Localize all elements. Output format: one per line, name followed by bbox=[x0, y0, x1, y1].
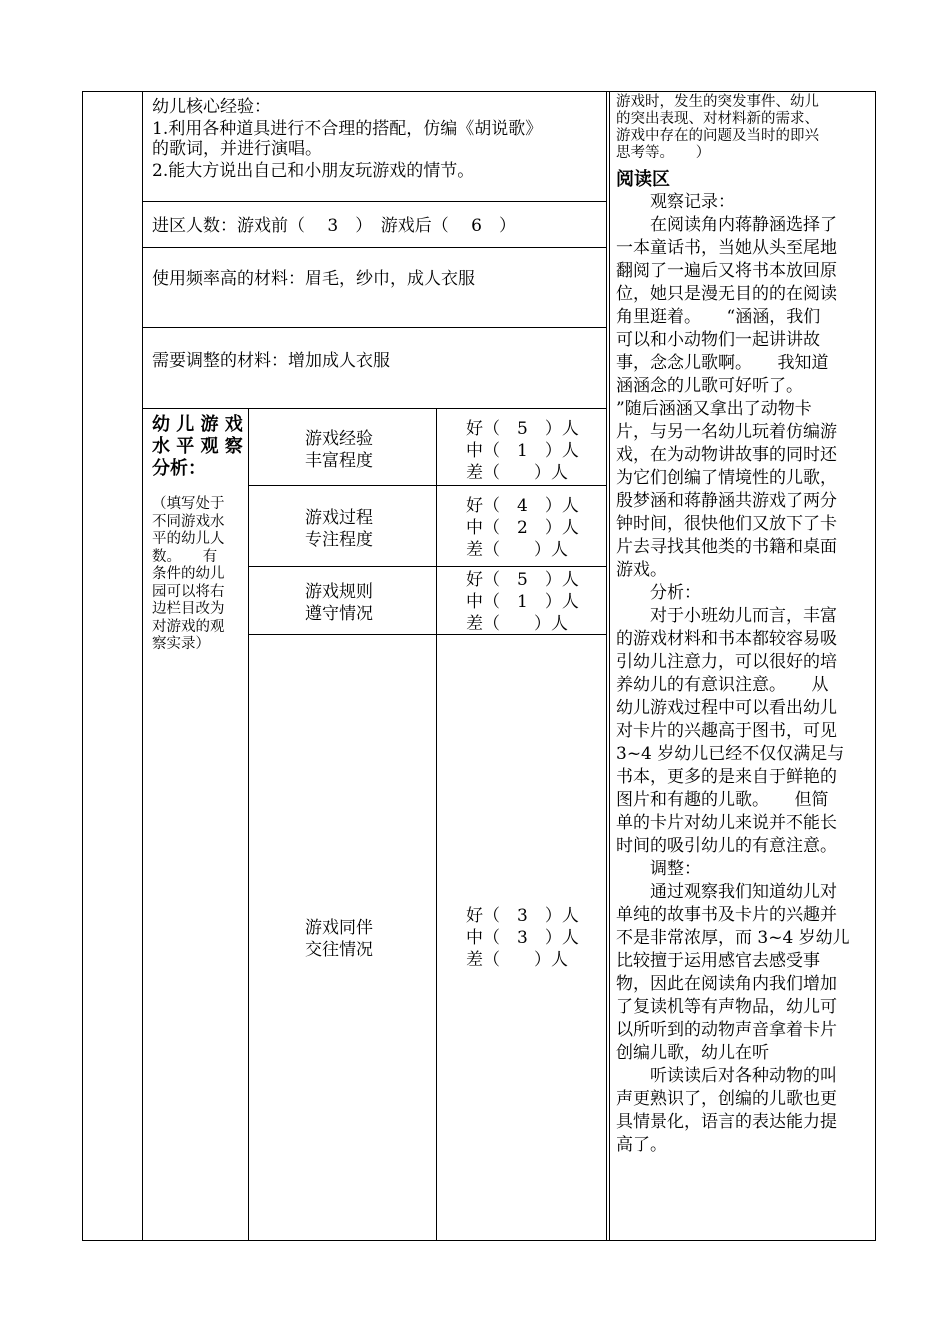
observation-text bbox=[616, 191, 870, 1157]
column-divider bbox=[248, 408, 249, 1240]
intro-line: 游戏时，发生的突发事件、幼儿 bbox=[616, 94, 819, 110]
intro-line: 的突出表现、对材料新的需求、 bbox=[616, 111, 819, 127]
table-column-divider bbox=[142, 91, 143, 1241]
observation-text-line: 角里逛着。 “涵涵，我们 bbox=[616, 307, 821, 327]
observation-text-line: 事，念念儿歌啊。 我知道 bbox=[616, 353, 829, 373]
row-divider bbox=[142, 201, 607, 202]
observation-text-line: 具情景化，语言的表达能力提 bbox=[616, 1112, 837, 1132]
item-rating bbox=[466, 905, 579, 971]
observation-text-line: 位，她只是漫无目的的在阅读 bbox=[616, 284, 837, 304]
observation-text-line: 观察记录： bbox=[616, 192, 735, 212]
analysis-note-line: 园可以将右 bbox=[152, 583, 225, 600]
rating-poor: 差（ ）人 bbox=[466, 614, 568, 634]
table-column-divider bbox=[606, 91, 607, 1241]
row-divider bbox=[142, 247, 607, 248]
rating-poor: 差（ ）人 bbox=[466, 950, 568, 970]
rating-medium: 中（ 1 ）人 bbox=[466, 441, 579, 461]
core-experience-line: 的歌词，并进行演唱。 bbox=[152, 139, 322, 159]
intro-line: 游戏中存在的问题及当时的即兴 bbox=[616, 128, 819, 144]
analysis-title-line: 水 平 观 察 bbox=[152, 436, 243, 457]
observation-text-line: 了复读机等有声物品，幼儿可 bbox=[616, 997, 837, 1017]
observation-text-line: 时间的吸引幼儿的有意注意。 bbox=[616, 836, 837, 856]
observation-text-line: ”随后涵涵又拿出了动物卡 bbox=[616, 399, 812, 419]
rating-poor: 差（ ）人 bbox=[466, 540, 568, 560]
frequent-materials: 使用频率高的材料：眉毛，纱巾，成人衣服 bbox=[152, 269, 475, 289]
observation-text-line: 游戏。 bbox=[616, 560, 667, 580]
observation-text-line: 殷梦涵和蒋静涵共游戏了两分 bbox=[616, 491, 837, 511]
item-label-line: 丰富程度 bbox=[305, 451, 373, 471]
observation-text-line: 高了。 bbox=[616, 1135, 667, 1155]
observation-text-line: 引幼儿注意力，可以很好的培 bbox=[616, 652, 837, 672]
observation-text-line: 钟时间，很快他们又放下了卡 bbox=[616, 514, 837, 534]
analysis-note-line: （填写处于 bbox=[152, 496, 225, 512]
rating-medium: 中（ 2 ）人 bbox=[466, 518, 579, 538]
observation-text-line: 比较擅于运用感官去感受事 bbox=[616, 951, 820, 971]
analysis-note-line: 平的幼儿人 bbox=[152, 531, 225, 547]
observation-text-line: 单的卡片对幼儿来说并不能长 bbox=[616, 813, 837, 833]
item-label-line: 游戏过程 bbox=[305, 508, 373, 528]
rating-good: 好（ 4 ）人 bbox=[466, 496, 579, 516]
rating-good: 好（ 5 ）人 bbox=[466, 419, 579, 439]
item-label-line: 专注程度 bbox=[305, 530, 373, 550]
item-label-line: 游戏经验 bbox=[305, 429, 373, 449]
observation-text-line: 听读读后对各种动物的叫 bbox=[616, 1066, 837, 1086]
core-experience-line: 1.利用各种道具进行不合理的搭配，仿编《胡说歌》 bbox=[152, 119, 543, 139]
observation-text-line: 调整： bbox=[616, 859, 701, 879]
row-divider bbox=[248, 566, 607, 567]
rating-medium: 中（ 3 ）人 bbox=[466, 928, 579, 948]
rating-medium: 中（ 1 ）人 bbox=[466, 592, 579, 612]
analysis-title-line: 幼 儿 游 戏 bbox=[152, 414, 243, 435]
rating-good: 好（ 3 ）人 bbox=[466, 906, 579, 926]
observation-text-line: 在阅读角内蒋静涵选择了 bbox=[616, 215, 837, 235]
analysis-note-line: 数。 有 bbox=[152, 548, 218, 565]
observation-text-line: 翻阅了一遍后又将书本放回原 bbox=[616, 261, 837, 281]
observation-text-line: 可以和小动物们一起讲讲故 bbox=[616, 330, 820, 350]
observation-text-line: 3~4 岁幼儿已经不仅仅满足与 bbox=[616, 744, 845, 764]
analysis-note bbox=[152, 496, 244, 654]
table-border-top bbox=[82, 91, 876, 92]
item-label-line: 游戏同伴 bbox=[305, 918, 373, 938]
observation-text-line: 通过观察我们知道幼儿对 bbox=[616, 882, 837, 902]
observation-text-line: 涵涵念的儿歌可好听了。 bbox=[616, 376, 803, 396]
observation-text-line: 幼儿游戏过程中可以看出幼儿 bbox=[616, 698, 837, 718]
observation-text-line: 对卡片的兴趣高于图书，可见 bbox=[616, 721, 837, 741]
observation-text-line: 单纯的故事书及卡片的兴趣并 bbox=[616, 905, 837, 925]
core-experience-line: 2.能大方说出自己和小朋友玩游戏的情节。 bbox=[152, 161, 475, 181]
observation-text-line: 一本童话书，当她从头至尾地 bbox=[616, 238, 837, 258]
item-rating bbox=[466, 569, 579, 635]
table-column-divider bbox=[609, 91, 610, 1241]
intro-line: 思考等。 ） bbox=[616, 145, 711, 161]
item-rating bbox=[466, 495, 579, 561]
item-label-line: 遵守情况 bbox=[305, 604, 373, 624]
table-border-bottom bbox=[82, 1240, 876, 1241]
core-experience-title: 幼儿核心经验： bbox=[152, 97, 271, 117]
row-divider bbox=[142, 408, 607, 409]
observation-text-line: 不是非常浓厚，而 3~4 岁幼儿 bbox=[616, 928, 850, 948]
observation-text-line: 物，因此在阅读角内我们增加 bbox=[616, 974, 837, 994]
section-title: 阅读区 bbox=[616, 169, 670, 190]
observation-text-line: 片去寻找其他类的书籍和桌面 bbox=[616, 537, 837, 557]
adjust-materials: 需要调整的材料：增加成人衣服 bbox=[152, 351, 390, 371]
item-rating bbox=[466, 418, 579, 484]
entry-count: 进区人数：游戏前（ 3 ） 游戏后（ 6 ） bbox=[152, 216, 516, 236]
rating-good: 好（ 5 ）人 bbox=[466, 570, 579, 590]
observation-text-line: 的游戏材料和书本都较容易吸 bbox=[616, 629, 837, 649]
observation-text-line: 对于小班幼儿而言，丰富 bbox=[616, 606, 837, 626]
item-label-line: 交往情况 bbox=[305, 940, 373, 960]
table-border-right bbox=[875, 91, 876, 1241]
rating-poor: 差（ ）人 bbox=[466, 463, 568, 483]
row-divider bbox=[142, 327, 607, 328]
observation-text-line: 创编儿歌，幼儿在听 bbox=[616, 1043, 769, 1063]
observation-text-line: 声更熟识了，创编的儿歌也更 bbox=[616, 1089, 837, 1109]
analysis-note-line: 察实录） bbox=[152, 636, 210, 652]
observation-text-line: 图片和有趣的儿歌。 但简 bbox=[616, 790, 829, 810]
item-label-line: 游戏规则 bbox=[305, 582, 373, 602]
observation-text-line: 养幼儿的有意识注意。 从 bbox=[616, 675, 829, 695]
observation-text-line: 戏，在为动物讲故事的同时还 bbox=[616, 445, 837, 465]
observation-text-line: 分析： bbox=[616, 583, 701, 603]
analysis-note-line: 对游戏的观 bbox=[152, 618, 225, 635]
analysis-note-line: 条件的幼儿 bbox=[152, 566, 225, 582]
analysis-note-line: 边栏目改为 bbox=[152, 601, 225, 617]
analysis-note-line: 不同游戏水 bbox=[152, 513, 225, 530]
observation-text-line: 为它们创编了情境性的儿歌， bbox=[616, 468, 837, 488]
table-border-left bbox=[82, 91, 83, 1241]
column-divider bbox=[436, 408, 437, 1240]
observation-text-line: 以所听到的动物声音拿着卡片 bbox=[616, 1020, 837, 1040]
observation-text-line: 片，与另一名幼儿玩着仿编游 bbox=[616, 422, 837, 442]
analysis-title-line: 分析： bbox=[152, 458, 206, 479]
row-divider bbox=[248, 485, 607, 486]
observation-text-line: 书本，更多的是来自于鲜艳的 bbox=[616, 767, 837, 787]
